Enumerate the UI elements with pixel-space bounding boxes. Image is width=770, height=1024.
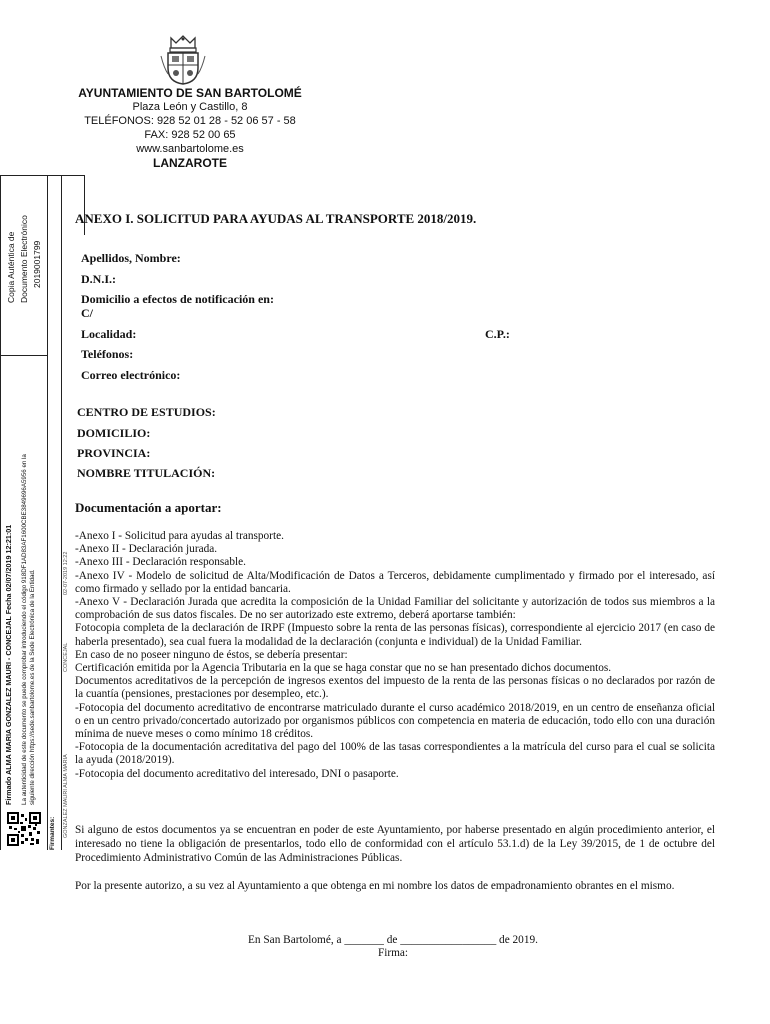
list-item: -Anexo IV - Modelo de solicitud de Alta/Modificación de Datos a Terceros, debidamente cumplimentado y firmado por el interesado, así como firmado y sellado por la entidad bancaria. <box>75 569 715 595</box>
field-domicilio: Domicilio a efectos de notificación en: <box>81 292 274 306</box>
field-calle: C/ <box>81 306 93 320</box>
field-apellidos: Apellidos, Nombre: <box>81 251 181 265</box>
verify-line1: La autenticidad de este documento se puede comprobar introduciendo el código 918DF1AD83AF1600CBE3849696A5956 en la <box>21 454 28 805</box>
field-telefonos: Teléfonos: <box>81 347 134 361</box>
qr-code-icon <box>7 812 41 846</box>
list-item: Fotocopia completa de la declaración de IRPF (Impuesto sobre la renta de las personas físicas), correspondiente al ejercicio 2017 (en caso de haberla presentado), sea cual fuera la modalidad de la declaración (conjunta e individual) de la Unidad Familiar. <box>75 622 715 648</box>
margin-border-top <box>0 175 84 176</box>
field-localidad: Localidad: <box>81 327 137 341</box>
paragraph-authorization: Por la presente autorizo, a su vez al Ayuntamiento a que obtenga en mi nombre los datos de empadronamiento obrantes en el mismo. <box>75 880 675 892</box>
field-titulacion: NOMBRE TITULACIÓN: <box>77 466 216 480</box>
documentation-heading: Documentación a aportar: <box>75 500 222 515</box>
firmantes-label: Firmantes: <box>49 816 56 850</box>
org-island: LANZAROTE <box>153 156 227 170</box>
stamp-date: 02-07-2019 12:22 <box>63 551 69 595</box>
list-item: -Anexo III - Declaración responsable. <box>75 556 246 569</box>
list-item: -Anexo II - Declaración jurada. <box>75 543 218 556</box>
list-item: En caso de no poseer ninguno de éstos, se debería presentar: <box>75 648 348 661</box>
letterhead <box>70 86 310 170</box>
place-date-line: En San Bartolomé, a _______ de _________________ de 2019. <box>248 934 538 946</box>
field-dni: D.N.I.: <box>81 272 116 286</box>
margin-border-right <box>47 175 48 850</box>
field-correo: Correo electrónico: <box>81 368 181 382</box>
list-item: -Anexo I - Solicitud para ayudas al transporte. <box>75 530 284 542</box>
list-item: Documentos acreditativos de la percepción de ingresos exentos del impuesto de la renta de las personas físicas o no declarados por razón de la cuantía (pensiones, prestaciones por desempleo, etc.). <box>75 675 715 701</box>
field-centro: CENTRO DE ESTUDIOS: <box>77 405 216 419</box>
copy-line1: Copia Auténtica de <box>6 231 16 303</box>
documentation-list <box>75 530 715 781</box>
margin-border-left <box>0 175 1 850</box>
list-item: Certificación emitida por la Agencia Tributaria en la que se haga constar que no se han presentado dichos documentos. <box>75 662 612 675</box>
stamp-name: GONZALEZ MAURI ALMA MARIA <box>63 754 69 838</box>
org-name: AYUNTAMIENTO DE SAN BARTOLOMÉ <box>78 86 302 100</box>
verify-line2: siguiente dirección https://sede.sanbartolome.es de la Sede Electrónica de la Entidad. <box>29 569 36 805</box>
list-item: -Fotocopia del documento acreditativo de encontrarse matriculado durante el curso académico 2018/2019, en un centro de enseñanza oficial o en un centro privado/concertado autorizado por organismos públicos con competencia en materia de educación, todo ello con una duración mínima de nueve meses o como mínimo 18 créditos. <box>75 701 715 741</box>
list-item: -Anexo V - Declaración Jurada que acredita la composición de la Unidad Familiar del solicitante y autorización de todos sus miembros a la comprobación de sus datos fiscales. De no ser autorizado este extremo, deberá aportarse también: <box>75 596 715 622</box>
margin-divider <box>0 355 47 356</box>
document-title: ANEXO I. SOLICITUD PARA AYUDAS AL TRANSPORTE 2018/2019. <box>75 211 477 226</box>
list-item: -Fotocopia de la documentación acreditativa del pago del 100% de las tasas correspondientes a la matrícula del curso para el cual se solicita la ayuda (2018/2019). <box>75 741 715 767</box>
org-phones: TELÉFONOS: 928 52 01 28 - 52 06 57 - 58 <box>84 115 296 127</box>
list-item: -Fotocopia del documento acreditativo del interesado, DNI o pasaporte. <box>75 767 399 780</box>
coat-of-arms-icon <box>159 34 207 86</box>
paragraph-existing-docs: Si alguno de estos documentos ya se encuentran en poder de este Ayuntamiento, por haberse presentado en algún procedimiento anterior, el interesado no tiene la obligación de presentarlos, todo ello de conformidad con el artículo 53.1.d) de la Ley 39/2015, de 1 de octubre del Procedimiento Administrativo Común de las Administraciones Públicas. <box>75 824 715 864</box>
copy-id: 2019001799 <box>32 240 42 288</box>
stamp-border-left <box>61 175 62 850</box>
field-domicilio-centro: DOMICILIO: <box>77 426 151 440</box>
signer-line: Firmado ALMA MARIA GONZALEZ MAURI - CONCEJAL Fecha 02/07/2019 12:21:01 <box>4 524 13 805</box>
copy-line2: Documento Electrónico <box>19 215 29 303</box>
field-cp: C.P.: <box>485 327 510 341</box>
org-web: www.sanbartolome.es <box>136 143 244 155</box>
org-fax: FAX: 928 52 00 65 <box>144 129 236 141</box>
signature-label: Firma: <box>377 947 409 959</box>
stamp-role: CONCEJAL <box>63 642 69 672</box>
field-provincia: PROVINCIA: <box>77 446 151 460</box>
org-address: Plaza León y Castillo, 8 <box>132 101 248 113</box>
